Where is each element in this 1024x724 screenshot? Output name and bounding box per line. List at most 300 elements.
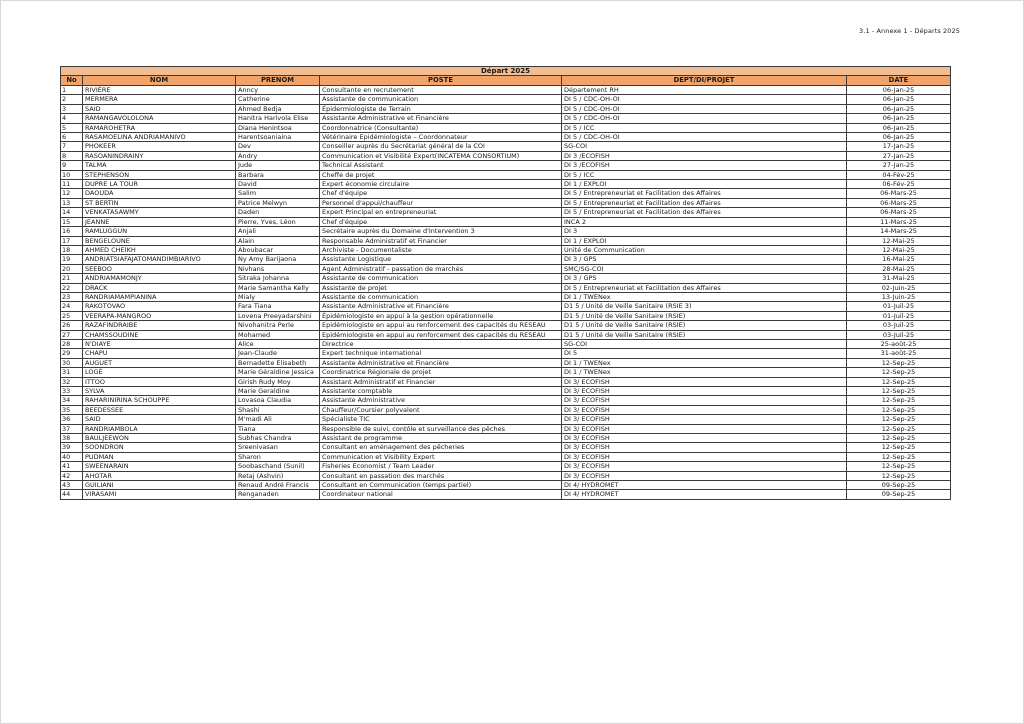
- cell-date: 27-Jan-25: [847, 151, 951, 160]
- cell-nom: SEEBOO: [83, 264, 236, 273]
- cell-prenom: Alice: [236, 339, 320, 348]
- cell-nom: SOONDRON: [83, 443, 236, 452]
- cell-date: 09-Sep-25: [847, 490, 951, 499]
- cell-prenom: Bernadette Elisabeth: [236, 358, 320, 367]
- cell-poste: Coordonnatrice (Consultante): [320, 123, 562, 132]
- cell-dept: DI 5 / ICC: [562, 123, 847, 132]
- cell-prenom: Soobaschand (Sunil): [236, 462, 320, 471]
- cell-dept: DI 3 /ECOFISH: [562, 161, 847, 170]
- cell-no: 24: [61, 302, 83, 311]
- cell-no: 31: [61, 368, 83, 377]
- cell-no: 39: [61, 443, 83, 452]
- table-row: [61, 358, 951, 367]
- cell-prenom: Pierre, Yves, Léon: [236, 217, 320, 226]
- cell-poste: Communication et Visibility Expert: [320, 452, 562, 461]
- table-row: [61, 377, 951, 386]
- cell-poste: Coordinatrice Régionale de projet: [320, 368, 562, 377]
- cell-prenom: David: [236, 180, 320, 189]
- cell-date: 12-Sep-25: [847, 358, 951, 367]
- cell-no: 37: [61, 424, 83, 433]
- table-row: [61, 481, 951, 490]
- cell-poste: Expert Principal en entrepreneuriat: [320, 208, 562, 217]
- cell-nom: ANDRIATSIAFAJATOMANDIMBIARIVO: [83, 255, 236, 264]
- cell-prenom: Dev: [236, 142, 320, 151]
- cell-poste: Archiviste - Documentaliste: [320, 245, 562, 254]
- cell-prenom: Girish Rudy Moy: [236, 377, 320, 386]
- cell-date: 12-Sep-25: [847, 396, 951, 405]
- cell-poste: Conseiller auprès du Secrétariat général de la COI: [320, 142, 562, 151]
- cell-no: 21: [61, 274, 83, 283]
- cell-no: 4: [61, 114, 83, 123]
- cell-date: 31-août-25: [847, 349, 951, 358]
- cell-poste: Coordinateur national: [320, 490, 562, 499]
- table-row: [61, 264, 951, 273]
- cell-dept: DI 3 / GPS: [562, 255, 847, 264]
- cell-poste: Assistante Administrative: [320, 396, 562, 405]
- cell-no: 18: [61, 245, 83, 254]
- table-row: [61, 415, 951, 424]
- cell-dept: DI 3/ ECOFISH: [562, 452, 847, 461]
- col-header-poste: POSTE: [320, 76, 562, 86]
- table-row: [61, 86, 951, 95]
- cell-prenom: Mialy: [236, 292, 320, 301]
- cell-nom: BENGELOUNE: [83, 236, 236, 245]
- cell-prenom: Anjali: [236, 227, 320, 236]
- cell-nom: RAMAROHETRA: [83, 123, 236, 132]
- cell-date: 12-Sep-25: [847, 387, 951, 396]
- cell-dept: SMC/SG-COI: [562, 264, 847, 273]
- cell-nom: ANDRIAMAMONJY: [83, 274, 236, 283]
- cell-prenom: Renganaden: [236, 490, 320, 499]
- cell-no: 9: [61, 161, 83, 170]
- cell-prenom: Anncy: [236, 86, 320, 95]
- cell-poste: Assistante Administrative et Financière: [320, 358, 562, 367]
- table-row: [61, 311, 951, 320]
- cell-date: 01-Juil-25: [847, 311, 951, 320]
- col-header-no: No: [61, 76, 83, 86]
- cell-nom: AUGUET: [83, 358, 236, 367]
- cell-dept: DI 3/ ECOFISH: [562, 434, 847, 443]
- cell-no: 42: [61, 471, 83, 480]
- cell-prenom: Mohamed: [236, 330, 320, 339]
- cell-date: 12-Sep-25: [847, 462, 951, 471]
- cell-dept: INCA 2: [562, 217, 847, 226]
- cell-poste: Secrétaire auprès du Domaine d'Intervention 3: [320, 227, 562, 236]
- cell-poste: Responsable Administratif et Financier: [320, 236, 562, 245]
- cell-dept: DI 5 / Entrepreneuriat et Facilitation des Affaires: [562, 198, 847, 207]
- table-row: [61, 151, 951, 160]
- cell-dept: D1 5 / Unité de Veille Sanitaire (RSIE): [562, 321, 847, 330]
- cell-nom: LOGÉ: [83, 368, 236, 377]
- cell-dept: DI 3 /ECOFISH: [562, 151, 847, 160]
- table-row: [61, 236, 951, 245]
- col-header-dept: DEPT/DI/PROJET: [562, 76, 847, 86]
- cell-dept: DI 3/ ECOFISH: [562, 377, 847, 386]
- cell-prenom: Ny Amy Barijaona: [236, 255, 320, 264]
- cell-prenom: Alain: [236, 236, 320, 245]
- cell-no: 6: [61, 133, 83, 142]
- cell-dept: DI 5 / Entrepreneuriat et Facilitation des Affaires: [562, 208, 847, 217]
- cell-prenom: Sreenivasan: [236, 443, 320, 452]
- cell-prenom: Andry: [236, 151, 320, 160]
- cell-date: 12-Sep-25: [847, 405, 951, 414]
- cell-date: 06-Jan-25: [847, 114, 951, 123]
- cell-poste: Responsible de suivi, contôle et surveillance des pêches: [320, 424, 562, 433]
- cell-date: 03-Juil-25: [847, 321, 951, 330]
- table-row: [61, 396, 951, 405]
- cell-no: 15: [61, 217, 83, 226]
- table-title-row: [61, 67, 951, 76]
- cell-nom: PHOKEER: [83, 142, 236, 151]
- cell-no: 40: [61, 452, 83, 461]
- col-header-date: DATE: [847, 76, 951, 86]
- table-row: [61, 349, 951, 358]
- cell-poste: Consultant en passation des marchés: [320, 471, 562, 480]
- cell-date: 04-Fév-25: [847, 170, 951, 179]
- cell-poste: Chef d'équipe: [320, 189, 562, 198]
- cell-nom: N'DIAYE: [83, 339, 236, 348]
- cell-no: 12: [61, 189, 83, 198]
- cell-date: 14-Mars-25: [847, 227, 951, 236]
- table-row: [61, 198, 951, 207]
- cell-date: 12-Sep-25: [847, 471, 951, 480]
- cell-dept: SG-COI: [562, 339, 847, 348]
- table-row: [61, 133, 951, 142]
- cell-no: 35: [61, 405, 83, 414]
- cell-no: 33: [61, 387, 83, 396]
- cell-nom: DRACK: [83, 283, 236, 292]
- cell-date: 06-Fév-25: [847, 180, 951, 189]
- cell-poste: Consultant en Communication (temps partiel): [320, 481, 562, 490]
- cell-date: 11-Mars-25: [847, 217, 951, 226]
- cell-dept: DI 1 / EXPLOI: [562, 236, 847, 245]
- cell-prenom: Tiana: [236, 424, 320, 433]
- table-row: [61, 283, 951, 292]
- cell-nom: RANDRIAMBOLA: [83, 424, 236, 433]
- cell-poste: Cheffe de projet: [320, 170, 562, 179]
- cell-prenom: Lovena Preeyadarshini: [236, 311, 320, 320]
- cell-no: 23: [61, 292, 83, 301]
- cell-no: 19: [61, 255, 83, 264]
- cell-poste: Expert économie circulaire: [320, 180, 562, 189]
- cell-date: 12-Sep-25: [847, 368, 951, 377]
- table-row: [61, 368, 951, 377]
- table-row: [61, 161, 951, 170]
- cell-nom: RASOANINDRAINY: [83, 151, 236, 160]
- cell-date: 06-Jan-25: [847, 123, 951, 132]
- cell-date: 06-Mars-25: [847, 189, 951, 198]
- cell-prenom: Jean-Claude: [236, 349, 320, 358]
- cell-date: 01-Juil-25: [847, 302, 951, 311]
- table-row: [61, 471, 951, 480]
- cell-poste: Epidémiologiste en appui au renforcement des capacités du RESEAU: [320, 330, 562, 339]
- cell-date: 17-Jan-25: [847, 142, 951, 151]
- table-row: [61, 255, 951, 264]
- table-row: [61, 227, 951, 236]
- cell-dept: DI 3/ ECOFISH: [562, 462, 847, 471]
- cell-prenom: Marie Samantha Kelly: [236, 283, 320, 292]
- cell-dept: D1 5 / Unité de Veille Sanitaire (RSIE): [562, 311, 847, 320]
- cell-nom: SWEENARAIN: [83, 462, 236, 471]
- table-row: [61, 339, 951, 348]
- cell-dept: DI 3/ ECOFISH: [562, 443, 847, 452]
- cell-no: 14: [61, 208, 83, 217]
- cell-no: 7: [61, 142, 83, 151]
- cell-prenom: Subhas Chandra: [236, 434, 320, 443]
- cell-no: 1: [61, 86, 83, 95]
- cell-dept: D1 5 / Unité de Veille Sanitaire (RSIE 3): [562, 302, 847, 311]
- cell-nom: MERMERA: [83, 95, 236, 104]
- cell-no: 38: [61, 434, 83, 443]
- cell-date: 12-Sep-25: [847, 443, 951, 452]
- table-row: [61, 245, 951, 254]
- cell-prenom: Marie Géraldine Jessica: [236, 368, 320, 377]
- cell-poste: Personnel d'appui/chauffeur: [320, 198, 562, 207]
- cell-dept: DI 3/ ECOFISH: [562, 387, 847, 396]
- cell-poste: Consultante en recrutement: [320, 86, 562, 95]
- cell-no: 22: [61, 283, 83, 292]
- cell-no: 41: [61, 462, 83, 471]
- cell-no: 20: [61, 264, 83, 273]
- cell-date: 06-Mars-25: [847, 208, 951, 217]
- cell-no: 5: [61, 123, 83, 132]
- cell-no: 26: [61, 321, 83, 330]
- cell-prenom: Diana Henintsoa: [236, 123, 320, 132]
- cell-nom: DAOUDA: [83, 189, 236, 198]
- cell-poste: Directrice: [320, 339, 562, 348]
- cell-nom: SAID: [83, 104, 236, 113]
- cell-nom: SYLVA: [83, 387, 236, 396]
- table-row: [61, 180, 951, 189]
- table-row: [61, 321, 951, 330]
- cell-nom: CHAMSSOUDINE: [83, 330, 236, 339]
- cell-prenom: Nivohanitra Perle: [236, 321, 320, 330]
- cell-dept: DI 3: [562, 227, 847, 236]
- cell-nom: CHAPU: [83, 349, 236, 358]
- cell-date: 31-Mai-25: [847, 274, 951, 283]
- table-row: [61, 189, 951, 198]
- cell-poste: Expert technique international: [320, 349, 562, 358]
- cell-nom: RAMLUGGUN: [83, 227, 236, 236]
- table-row: [61, 208, 951, 217]
- cell-prenom: M'madi Ali: [236, 415, 320, 424]
- cell-poste: Fisheries Economist / Team Leader: [320, 462, 562, 471]
- cell-dept: DI 1 / TWENex: [562, 292, 847, 301]
- cell-nom: RAKOTOVAO: [83, 302, 236, 311]
- table-row: [61, 443, 951, 452]
- table-row: [61, 274, 951, 283]
- cell-prenom: Ahmed Bedja: [236, 104, 320, 113]
- cell-nom: ITTOO: [83, 377, 236, 386]
- cell-poste: Assistante Administrative et Financière: [320, 114, 562, 123]
- cell-nom: RAZAFINDRAIBE: [83, 321, 236, 330]
- table-row: [61, 217, 951, 226]
- cell-nom: VENKATASAWMY: [83, 208, 236, 217]
- cell-no: 30: [61, 358, 83, 367]
- cell-dept: Département RH: [562, 86, 847, 95]
- cell-poste: Épidermiologiste de Terrain: [320, 104, 562, 113]
- cell-nom: GUILIANI: [83, 481, 236, 490]
- table-body: [61, 86, 951, 500]
- cell-nom: VIRASAMI: [83, 490, 236, 499]
- cell-no: 44: [61, 490, 83, 499]
- table-row: [61, 462, 951, 471]
- cell-poste: Chef d'équipe: [320, 217, 562, 226]
- cell-poste: Assistante de communication: [320, 292, 562, 301]
- cell-nom: ST BERTIN: [83, 198, 236, 207]
- cell-nom: BAULJEEWON: [83, 434, 236, 443]
- cell-nom: JEANNE: [83, 217, 236, 226]
- cell-nom: RAHARINIRINA SCHOUPPE: [83, 396, 236, 405]
- cell-nom: SAID: [83, 415, 236, 424]
- cell-date: 12-Mai-25: [847, 245, 951, 254]
- cell-date: 06-Jan-25: [847, 86, 951, 95]
- cell-dept: DI 1 / EXPLOI: [562, 180, 847, 189]
- table-row: [61, 123, 951, 132]
- cell-nom: PUDMAN: [83, 452, 236, 461]
- cell-date: 28-Mai-25: [847, 264, 951, 273]
- cell-dept: DI 5 / CDC-OH-OI: [562, 133, 847, 142]
- cell-prenom: Salim: [236, 189, 320, 198]
- table-row: [61, 330, 951, 339]
- cell-nom: RIVIÈRE: [83, 86, 236, 95]
- cell-dept: DI 3/ ECOFISH: [562, 396, 847, 405]
- cell-poste: Vétérinaire Epidémiologiste – Coordonnateur: [320, 133, 562, 142]
- cell-dept: DI 5 / CDC-OH-OI: [562, 104, 847, 113]
- cell-poste: Assistante Logistique: [320, 255, 562, 264]
- cell-date: 25-août-25: [847, 339, 951, 348]
- cell-dept: DI 5 / ICC: [562, 170, 847, 179]
- table-row: [61, 405, 951, 414]
- table-row: [61, 114, 951, 123]
- table-row: [61, 452, 951, 461]
- cell-dept: SG-COI: [562, 142, 847, 151]
- cell-dept: DI 1 / TWENex: [562, 368, 847, 377]
- cell-dept: DI 5 / Entrepreneuriat et Facilitation des Affaires: [562, 189, 847, 198]
- cell-prenom: Nivhans: [236, 264, 320, 273]
- cell-poste: Consultant en aménagement des pêcheries: [320, 443, 562, 452]
- cell-poste: Assistant de programme: [320, 434, 562, 443]
- cell-prenom: Jude: [236, 161, 320, 170]
- cell-no: 43: [61, 481, 83, 490]
- cell-poste: Epidémiologiste en appui au renforcement des capacités du RESEAU: [320, 321, 562, 330]
- cell-no: 8: [61, 151, 83, 160]
- cell-prenom: Barbara: [236, 170, 320, 179]
- cell-poste: Agent Administratif - passation de marchés: [320, 264, 562, 273]
- table-header-row: [61, 76, 951, 86]
- cell-date: 03-Juil-25: [847, 330, 951, 339]
- cell-dept: DI 5 / CDC-OH-OI: [562, 114, 847, 123]
- cell-dept: DI 5 / CDC-OH-OI: [562, 95, 847, 104]
- cell-no: 10: [61, 170, 83, 179]
- cell-prenom: Shashi: [236, 405, 320, 414]
- cell-date: 16-Mai-25: [847, 255, 951, 264]
- cell-no: 25: [61, 311, 83, 320]
- cell-poste: Chauffeur/Coursier polyvalent: [320, 405, 562, 414]
- cell-poste: Assistant Administratif et Financier: [320, 377, 562, 386]
- table-row: [61, 434, 951, 443]
- cell-nom: RASAMOELINA ANDRIAMANIVO: [83, 133, 236, 142]
- cell-no: 34: [61, 396, 83, 405]
- cell-no: 27: [61, 330, 83, 339]
- cell-no: 29: [61, 349, 83, 358]
- cell-dept: DI 1 / TWENex: [562, 358, 847, 367]
- cell-nom: BEEDESSEE: [83, 405, 236, 414]
- cell-date: 02-Juin-25: [847, 283, 951, 292]
- cell-no: 32: [61, 377, 83, 386]
- cell-prenom: Renaud André Francis: [236, 481, 320, 490]
- cell-poste: Épidémiologiste en appui à la gestion opérationnelle: [320, 311, 562, 320]
- cell-date: 13-Juin-25: [847, 292, 951, 301]
- cell-no: 13: [61, 198, 83, 207]
- cell-dept: DI 3/ ECOFISH: [562, 424, 847, 433]
- cell-poste: Assistante comptable: [320, 387, 562, 396]
- cell-dept: DI 3/ ECOFISH: [562, 405, 847, 414]
- table-row: [61, 387, 951, 396]
- table-row: [61, 104, 951, 113]
- table-row: [61, 170, 951, 179]
- cell-dept: DI 3/ ECOFISH: [562, 415, 847, 424]
- cell-prenom: Patrice Melwyn: [236, 198, 320, 207]
- cell-date: 12-Sep-25: [847, 424, 951, 433]
- page-annotation: 3.1 - Annexe 1 - Départs 2025: [859, 27, 960, 35]
- cell-prenom: Daden: [236, 208, 320, 217]
- cell-prenom: Sitraka Johanna: [236, 274, 320, 283]
- cell-date: 27-Jan-25: [847, 161, 951, 170]
- cell-poste: Assistante de communication: [320, 95, 562, 104]
- table-row: [61, 95, 951, 104]
- cell-dept: DI 4/ HYDROMET: [562, 490, 847, 499]
- cell-dept: DI 5 / Entrepreneuriat et Facilitation des Affaires: [562, 283, 847, 292]
- cell-poste: Assistante de projet: [320, 283, 562, 292]
- cell-date: 12-Sep-25: [847, 452, 951, 461]
- cell-no: 2: [61, 95, 83, 104]
- table-row: [61, 302, 951, 311]
- cell-no: 16: [61, 227, 83, 236]
- cell-dept: DI 5: [562, 349, 847, 358]
- col-header-nom: NOM: [83, 76, 236, 86]
- cell-date: 12-Sep-25: [847, 415, 951, 424]
- cell-no: 28: [61, 339, 83, 348]
- cell-dept: DI 4/ HYDROMET: [562, 481, 847, 490]
- cell-poste: Assistante de communication: [320, 274, 562, 283]
- cell-nom: AHOTAR: [83, 471, 236, 480]
- cell-dept: DI 3/ ECOFISH: [562, 471, 847, 480]
- cell-no: 3: [61, 104, 83, 113]
- cell-no: 36: [61, 415, 83, 424]
- cell-date: 12-Sep-25: [847, 434, 951, 443]
- cell-prenom: Retaj (Ashvin): [236, 471, 320, 480]
- cell-date: 06-Jan-25: [847, 133, 951, 142]
- departures-table: [60, 66, 951, 500]
- cell-no: 11: [61, 180, 83, 189]
- cell-nom: STEPHENSON: [83, 170, 236, 179]
- cell-prenom: Lovasoa Claudia: [236, 396, 320, 405]
- table-row: [61, 424, 951, 433]
- cell-poste: Assistante Administrative et Financière: [320, 302, 562, 311]
- cell-dept: D1 5 / Unité de Veille Sanitaire (RSIE): [562, 330, 847, 339]
- cell-poste: Spécialiste TIC: [320, 415, 562, 424]
- cell-date: 12-Sep-25: [847, 377, 951, 386]
- cell-prenom: Fara Tiana: [236, 302, 320, 311]
- cell-date: 12-Mai-25: [847, 236, 951, 245]
- cell-date: 06-Mars-25: [847, 198, 951, 207]
- col-header-prenom: PRENOM: [236, 76, 320, 86]
- table-row: [61, 490, 951, 499]
- cell-nom: RAMANGAVOLOLONA: [83, 114, 236, 123]
- cell-date: 06-Jan-25: [847, 104, 951, 113]
- cell-prenom: Harentsoaniaina: [236, 133, 320, 142]
